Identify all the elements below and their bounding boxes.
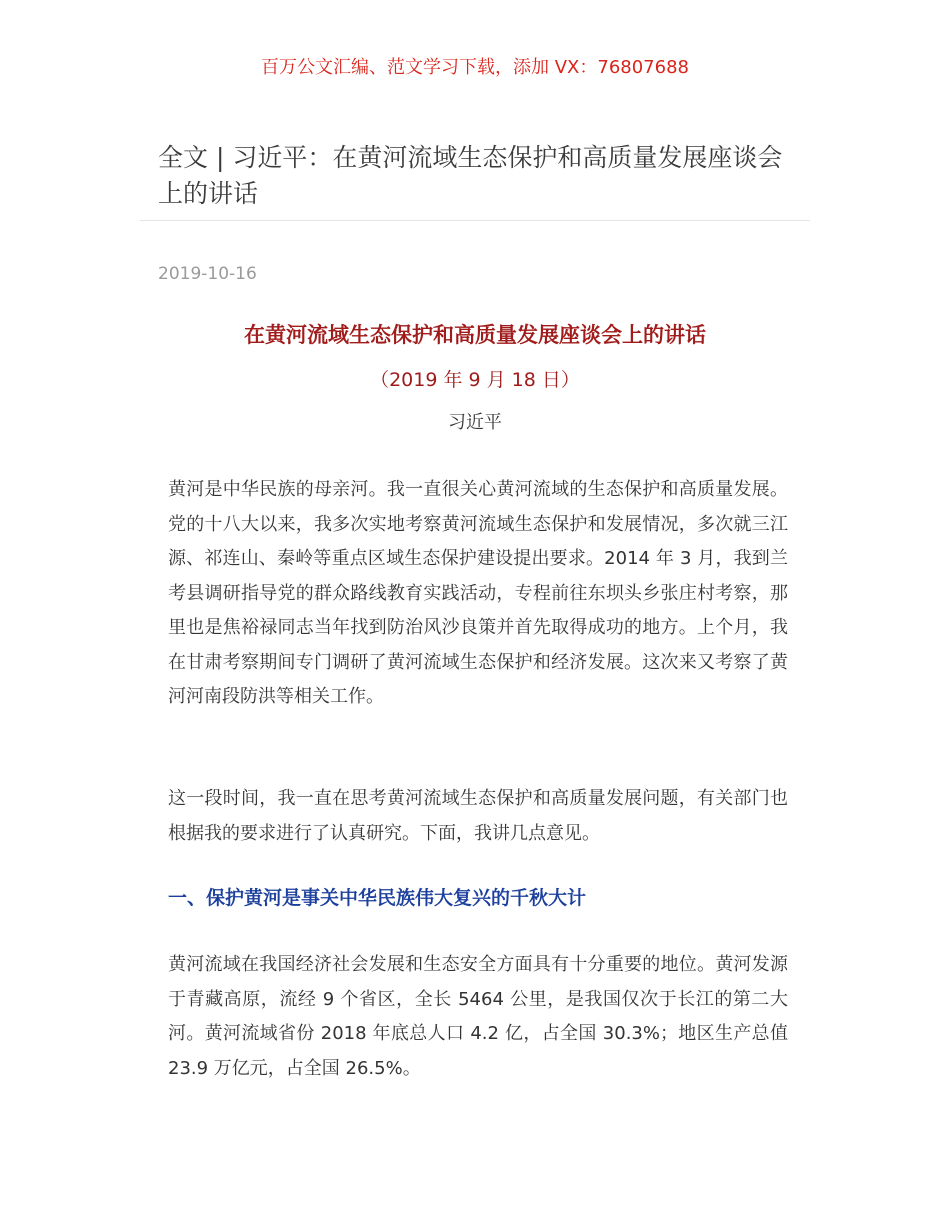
body-paragraph-2: 这一段时间，我一直在思考黄河流域生态保护和高质量发展问题，有关部门也根据我的要求进行了认真研究。下面，我讲几点意见。 [168, 788, 788, 844]
header-banner: 百万公文汇编、范文学习下载，添加 VX：76807688 [261, 57, 689, 78]
body-paragraph-1: 黄河是中华民族的母亲河。我一直很关心黄河流域的生态保护和高质量发展。党的十八大以来，我多次实地考察黄河流域生态保护和发展情况，多次就三江源、祁连山、秦岭等重点区域生态保护建设提出要求。2014 年 3 月，我到兰考县调研指导党的群众路线教育实践活动，专程前往东坝头乡张庄村考察，那里也是焦裕禄同志当年找到防治风沙良策并首先取得成功的地方。上个月，我在甘肃考察期间专门调研了黄河流域生态保护和经济发展。这次来又考察了黄河河南段防洪等相关工作。 [168, 479, 788, 707]
section-heading-1: 一、保护黄河是事关中华民族伟大复兴的千秋大计 [168, 887, 587, 909]
speech-title: 在黄河流域生态保护和高质量发展座谈会上的讲话 [244, 323, 706, 347]
publish-date: 2019-10-16 [158, 264, 257, 284]
article-title: 全文 | 习近平：在黄河流域生态保护和高质量发展座谈会上的讲话 [158, 143, 783, 208]
title-divider [140, 220, 810, 221]
body-paragraph-3: 黄河流域在我国经济社会发展和生态安全方面具有十分重要的地位。黄河发源于青藏高原，流经 9 个省区，全长 5464 公里，是我国仅次于长江的第二大河。黄河流域省份 2018 年底总人口 4.2 亿，占全国 30.3%；地区生产总值 23.9 万亿元，占全国 26.5%。 [168, 954, 788, 1079]
speaker-name: 习近平 [448, 412, 502, 433]
speech-date: （2019 年 9 月 18 日） [370, 369, 580, 391]
